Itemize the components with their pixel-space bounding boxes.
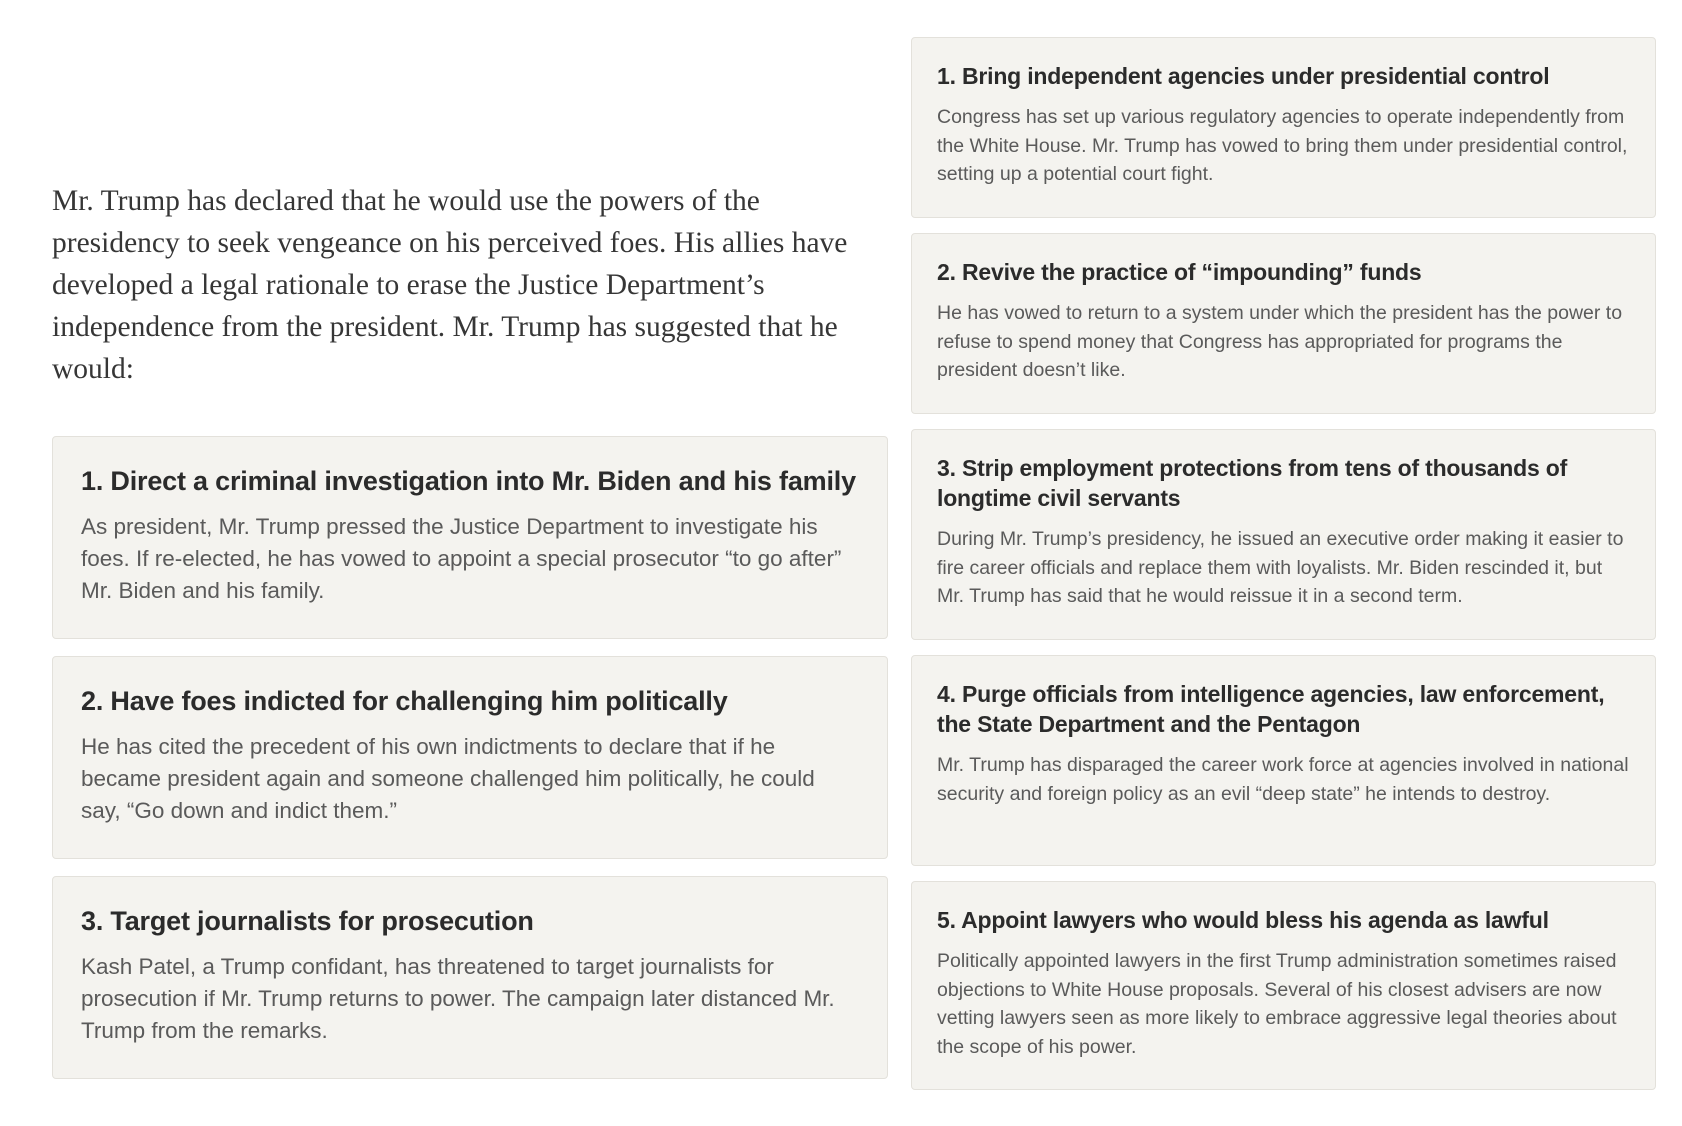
power-item-card-4 — [911, 655, 1656, 866]
power-item-card-3 — [911, 429, 1656, 640]
power-item-body: Politically appointed lawyers in the first Trump administration sometimes raised objections to White House proposals. Several of his closest advisers are now vetting lawyers seen as more likely to embrace aggressive legal theories about the scope of his power. — [937, 950, 1617, 1058]
power-item-card-1 — [911, 37, 1656, 218]
power-item-title: 2. Revive the practice of “impounding” funds — [937, 259, 1422, 285]
power-item-card-2 — [911, 233, 1656, 414]
power-item-body: During Mr. Trump’s presidency, he issued an executive order making it easier to fire career officials and replace them with loyalists. Mr. Biden rescinded it, but Mr. Trump has said that he would reissue it in a second term. — [937, 528, 1624, 607]
power-item-body: Congress has set up various regulatory agencies to operate independently from the White House. Mr. Trump has vowed to bring them under presidential control, setting up a potential court fight. — [937, 106, 1628, 185]
justice-item-card-2 — [52, 656, 888, 859]
justice-item-body: Kash Patel, a Trump confidant, has threatened to target journalists for prosecution if Mr. Trump returns to power. The campaign later distanced Mr. Trump from the remarks. — [81, 954, 835, 1043]
power-item-body: He has vowed to return to a system under which the president has the power to refuse to spend money that Congress has appropriated for programs the president doesn’t like. — [937, 302, 1623, 381]
power-item-body: Mr. Trump has disparaged the career work force at agencies involved in national security and foreign policy as an evil “deep state” he intends to destroy. — [937, 754, 1629, 805]
power-item-title: 1. Bring independent agencies under presidential control — [937, 63, 1550, 89]
justice-item-title: 1. Direct a criminal investigation into Mr. Biden and his family — [81, 466, 856, 496]
intro-paragraph: Mr. Trump has declared that he would use the powers of the presidency to seek vengeance on his perceived foes. His allies have developed a legal rationale to erase the Justice Department’s independence from the president. Mr. Trump has suggested that he would: — [52, 185, 848, 385]
power-item-title: 5. Appoint lawyers who would bless his agenda as lawful — [937, 907, 1549, 933]
justice-item-body: He has cited the precedent of his own indictments to declare that if he became president again and someone challenged him politically, he could say, “Go down and indict them.” — [81, 734, 815, 823]
justice-item-card-1 — [52, 436, 888, 639]
power-item-title: 4. Purge officials from intelligence agencies, law enforcement, the State Department and the Pentagon — [937, 681, 1605, 737]
power-item-card-5 — [911, 881, 1656, 1090]
justice-item-card-3 — [52, 876, 888, 1079]
justice-item-title: 2. Have foes indicted for challenging him politically — [81, 686, 728, 716]
justice-item-body: As president, Mr. Trump pressed the Justice Department to investigate his foes. If re-elected, he has vowed to appoint a special prosecutor “to go after” Mr. Biden and his family. — [81, 514, 842, 603]
power-item-title: 3. Strip employment protections from tens of thousands of longtime civil servants — [937, 455, 1568, 511]
justice-item-title: 3. Target journalists for prosecution — [81, 906, 534, 936]
